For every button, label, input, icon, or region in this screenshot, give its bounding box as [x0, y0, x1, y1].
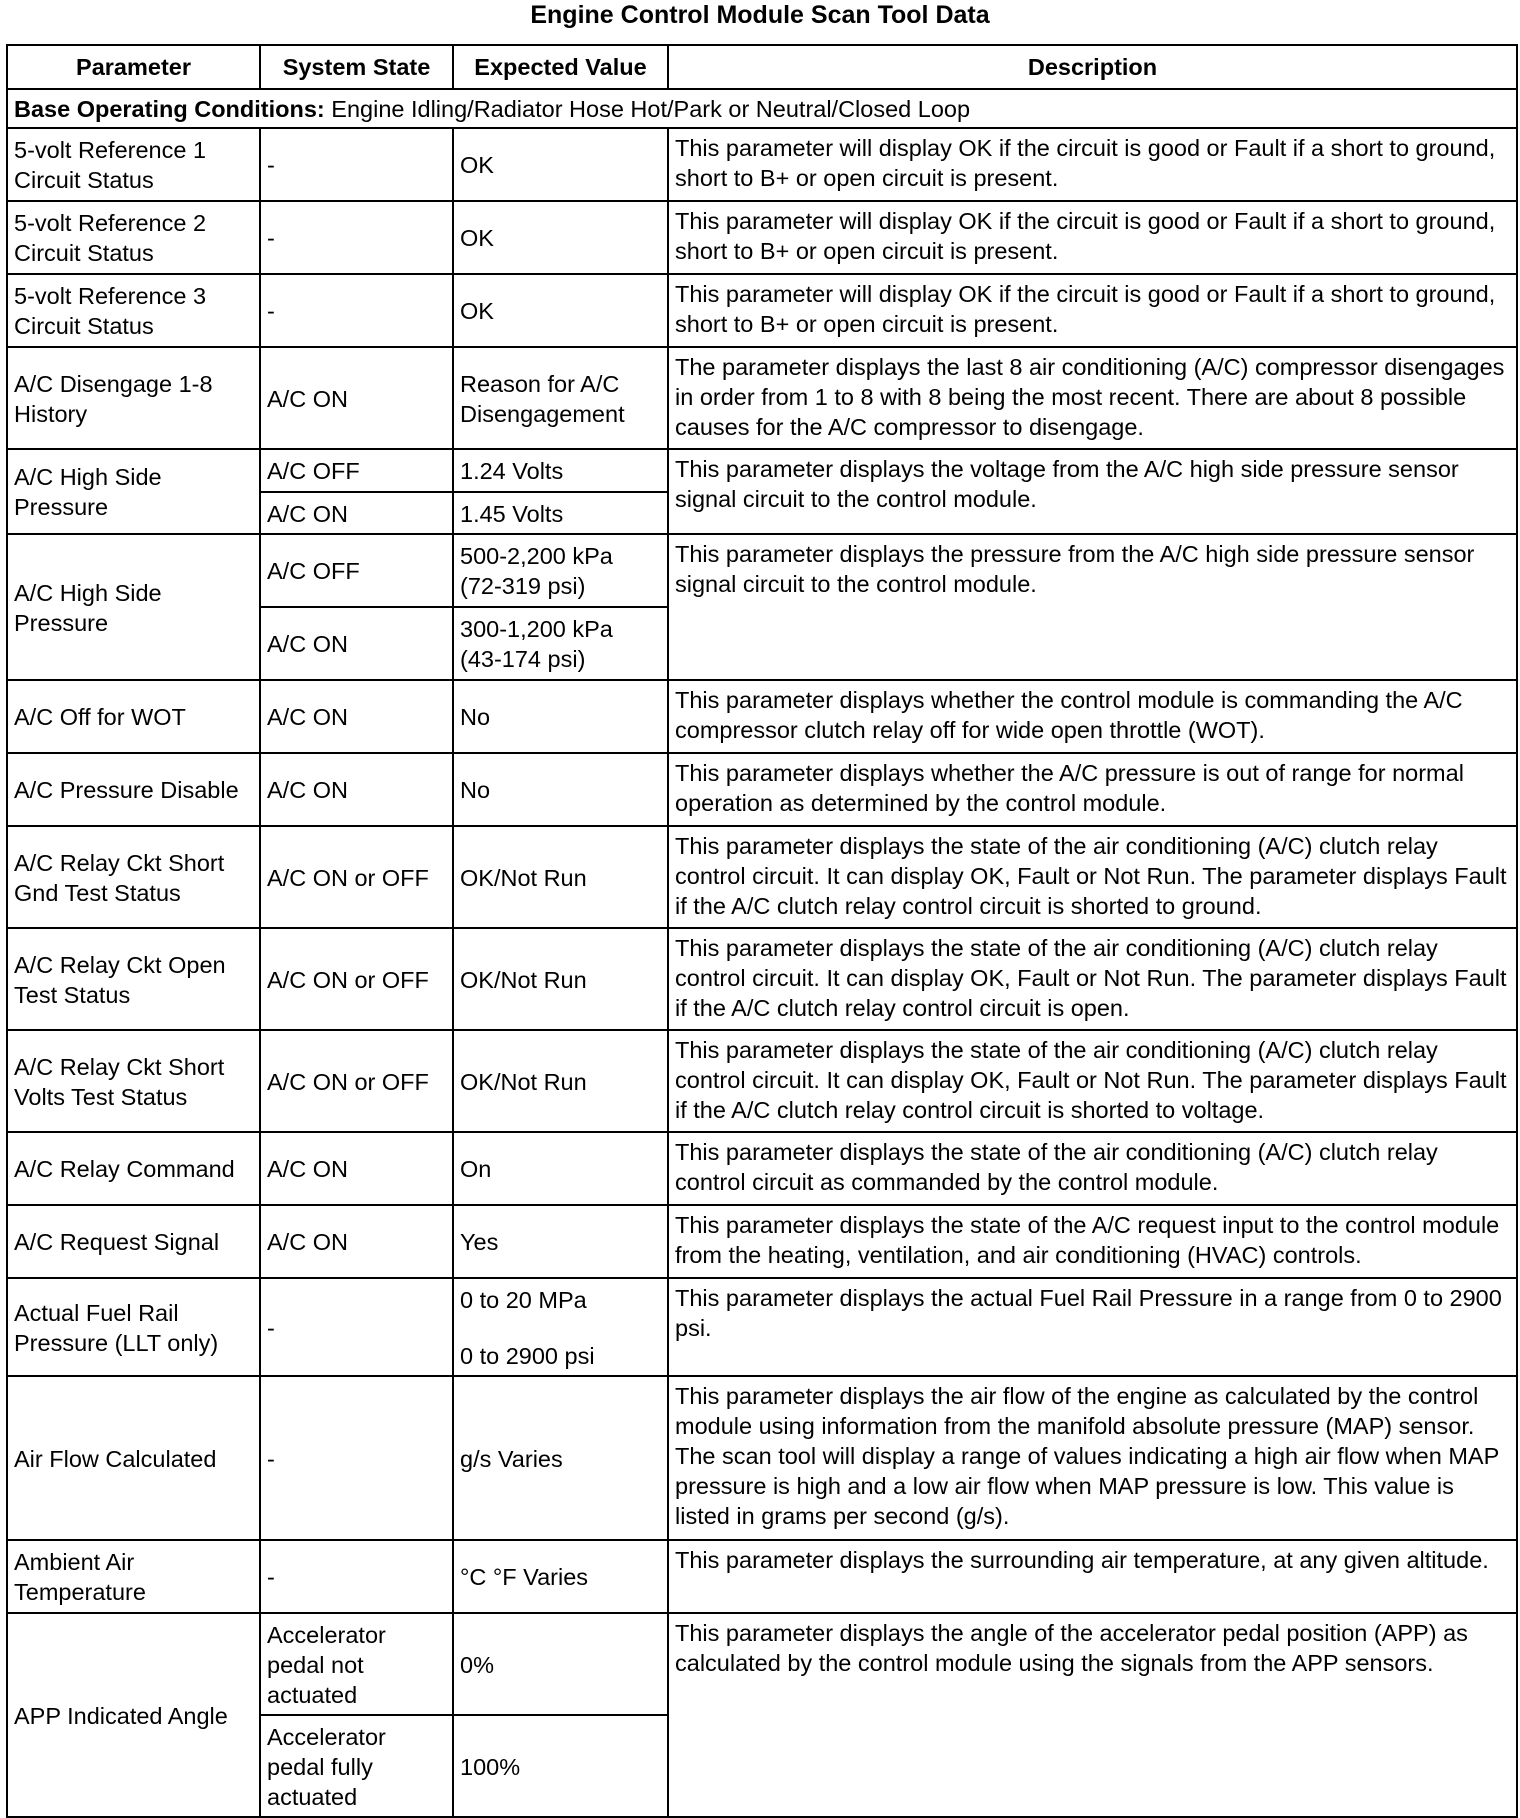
cell-description: This parameter displays the angle of the accelerator pedal position (APP) as calculated by the control module using the signals from the APP sensors.	[668, 1613, 1517, 1817]
cell-system-state: Accelerator pedal not actuated	[260, 1613, 453, 1715]
cell-expected-value: OK	[453, 201, 668, 274]
cell-expected-value: OK/Not Run	[453, 928, 668, 1030]
cell-description: This parameter displays the state of the air conditioning (A/C) clutch relay control circuit as commanded by the control module.	[668, 1132, 1517, 1205]
cell-system-state: A/C ON	[260, 1132, 453, 1205]
cell-expected-value: 1.45 Volts	[453, 492, 668, 534]
table-row	[7, 274, 1517, 347]
cell-parameter: A/C Pressure Disable	[7, 753, 260, 826]
base-conditions-text: Engine Idling/Radiator Hose Hot/Park or Neutral/Closed Loop	[324, 96, 971, 122]
cell-description: This parameter will display OK if the circuit is good or Fault if a short to ground, short to B+ or open circuit is present.	[668, 274, 1517, 347]
cell-expected-value: OK/Not Run	[453, 826, 668, 928]
cell-expected-value: 500-2,200 kPa (72-319 psi)	[453, 534, 668, 607]
cell-parameter: 5-volt Reference 1 Circuit Status	[7, 128, 260, 201]
cell-system-state: A/C ON	[260, 1205, 453, 1278]
cell-expected-value: Yes	[453, 1205, 668, 1278]
cell-expected-value: 1.24 Volts	[453, 449, 668, 492]
cell-parameter: Actual Fuel Rail Pressure (LLT only)	[7, 1278, 260, 1376]
expected-value-imperial: 0 to 2900 psi	[460, 1342, 595, 1369]
cell-description: The parameter displays the last 8 air conditioning (A/C) compressor disengages in order from 1 to 8 with 8 being the most recent. There are about 8 possible causes for the A/C compressor to disengage.	[668, 347, 1517, 449]
table-row	[7, 1278, 1517, 1376]
table-row	[7, 1613, 1517, 1715]
cell-parameter: A/C Disengage 1-8 History	[7, 347, 260, 449]
cell-parameter: A/C Relay Command	[7, 1132, 260, 1205]
table-row	[7, 826, 1517, 928]
cell-expected-value: OK	[453, 274, 668, 347]
base-conditions-row	[7, 89, 1517, 128]
cell-description: This parameter displays the voltage from the A/C high side pressure sensor signal circuit to the control module.	[668, 449, 1517, 534]
cell-description: This parameter displays the surrounding air temperature, at any given altitude.	[668, 1540, 1517, 1613]
table-row	[7, 1376, 1517, 1540]
table-row	[7, 1132, 1517, 1205]
cell-system-state: A/C ON	[260, 492, 453, 534]
cell-parameter: 5-volt Reference 3 Circuit Status	[7, 274, 260, 347]
cell-system-state: A/C OFF	[260, 449, 453, 492]
cell-expected-value: OK/Not Run	[453, 1030, 668, 1132]
table-row	[7, 1205, 1517, 1278]
table-row	[7, 347, 1517, 449]
cell-expected-value: No	[453, 753, 668, 826]
cell-expected-value: 300-1,200 kPa (43-174 psi)	[453, 607, 668, 680]
cell-description: This parameter displays whether the control module is commanding the A/C compressor clutch relay off for wide open throttle (WOT).	[668, 680, 1517, 753]
cell-system-state: -	[260, 201, 453, 274]
cell-system-state: -	[260, 1376, 453, 1540]
cell-system-state: A/C ON or OFF	[260, 826, 453, 928]
cell-system-state: -	[260, 128, 453, 201]
cell-description: This parameter displays the air flow of the engine as calculated by the control module using information from the manifold absolute pressure (MAP) sensor. The scan tool will display a range of values indicating a high air flow when MAP pressure is high and a low air flow when MAP pressure is low. This value is listed in grams per second (g/s).	[668, 1376, 1517, 1540]
cell-description: This parameter will display OK if the circuit is good or Fault if a short to ground, short to B+ or open circuit is present.	[668, 128, 1517, 201]
cell-parameter: A/C High Side Pressure	[7, 449, 260, 534]
header-description: Description	[668, 45, 1517, 89]
expected-value-metric: 0 to 20 MPa	[460, 1286, 587, 1313]
cell-expected-value: OK	[453, 128, 668, 201]
header-row	[7, 45, 1517, 89]
base-conditions-label: Base Operating Conditions:	[14, 96, 325, 122]
cell-description: This parameter displays the state of the air conditioning (A/C) clutch relay control circuit. It can display OK, Fault or Not Run. The parameter displays Fault if the A/C clutch relay control circuit is open.	[668, 928, 1517, 1030]
cell-system-state: A/C ON	[260, 680, 453, 753]
table-row	[7, 201, 1517, 274]
cell-description: This parameter displays whether the A/C pressure is out of range for normal operation as determined by the control module.	[668, 753, 1517, 826]
cell-expected-value: g/s Varies	[453, 1376, 668, 1540]
table-row	[7, 680, 1517, 753]
cell-parameter: A/C High Side Pressure	[7, 534, 260, 680]
header-expected-value: Expected Value	[453, 45, 668, 89]
table-row	[7, 753, 1517, 826]
cell-expected-value: No	[453, 680, 668, 753]
cell-parameter: APP Indicated Angle	[7, 1613, 260, 1817]
cell-parameter: A/C Relay Ckt Open Test Status	[7, 928, 260, 1030]
cell-description: This parameter displays the state of the A/C request input to the control module from the heating, ventilation, and air conditioning (HVAC) controls.	[668, 1205, 1517, 1278]
table-row	[7, 128, 1517, 201]
cell-parameter: A/C Relay Ckt Short Gnd Test Status	[7, 826, 260, 928]
cell-system-state: A/C ON	[260, 607, 453, 680]
cell-parameter: 5-volt Reference 2 Circuit Status	[7, 201, 260, 274]
cell-expected-value: 0%	[453, 1613, 668, 1715]
cell-system-state: A/C ON or OFF	[260, 928, 453, 1030]
cell-description: This parameter displays the actual Fuel Rail Pressure in a range from 0 to 2900 psi.	[668, 1278, 1517, 1376]
cell-expected-value: 100%	[453, 1715, 668, 1817]
cell-system-state: A/C ON	[260, 753, 453, 826]
cell-system-state: A/C ON	[260, 347, 453, 449]
table-row	[7, 1030, 1517, 1132]
cell-description: This parameter will display OK if the circuit is good or Fault if a short to ground, short to B+ or open circuit is present.	[668, 201, 1517, 274]
cell-parameter: A/C Relay Ckt Short Volts Test Status	[7, 1030, 260, 1132]
cell-system-state: -	[260, 274, 453, 347]
cell-system-state: A/C ON or OFF	[260, 1030, 453, 1132]
cell-expected-value: °C °F Varies	[453, 1540, 668, 1613]
table-row	[7, 534, 1517, 607]
cell-parameter: Air Flow Calculated	[7, 1376, 260, 1540]
table-row	[7, 1540, 1517, 1613]
cell-description: This parameter displays the state of the air conditioning (A/C) clutch relay control circuit. It can display OK, Fault or Not Run. The parameter displays Fault if the A/C clutch relay control circuit is shorted to ground.	[668, 826, 1517, 928]
table-row	[7, 928, 1517, 1030]
cell-parameter: Ambient Air Temperature	[7, 1540, 260, 1613]
table-row	[7, 449, 1517, 492]
cell-parameter: A/C Off for WOT	[7, 680, 260, 753]
cell-system-state: A/C OFF	[260, 534, 453, 607]
page-title: Engine Control Module Scan Tool Data	[530, 1, 990, 29]
cell-description: This parameter displays the state of the air conditioning (A/C) clutch relay control circuit. It can display OK, Fault or Not Run. The parameter displays Fault if the A/C clutch relay control circuit is shorted to voltage.	[668, 1030, 1517, 1132]
cell-system-state: -	[260, 1540, 453, 1613]
header-system-state: System State	[260, 45, 453, 89]
cell-expected-value: On	[453, 1132, 668, 1205]
cell-system-state: -	[260, 1278, 453, 1376]
cell-parameter: A/C Request Signal	[7, 1205, 260, 1278]
cell-expected-value	[453, 1278, 668, 1376]
header-parameter: Parameter	[7, 45, 260, 89]
cell-system-state: Accelerator pedal fully actuated	[260, 1715, 453, 1817]
scan-tool-data-table	[6, 44, 1518, 1818]
cell-description: This parameter displays the pressure from the A/C high side pressure sensor signal circuit to the control module.	[668, 534, 1517, 680]
cell-expected-value: Reason for A/C Disengagement	[453, 347, 668, 449]
